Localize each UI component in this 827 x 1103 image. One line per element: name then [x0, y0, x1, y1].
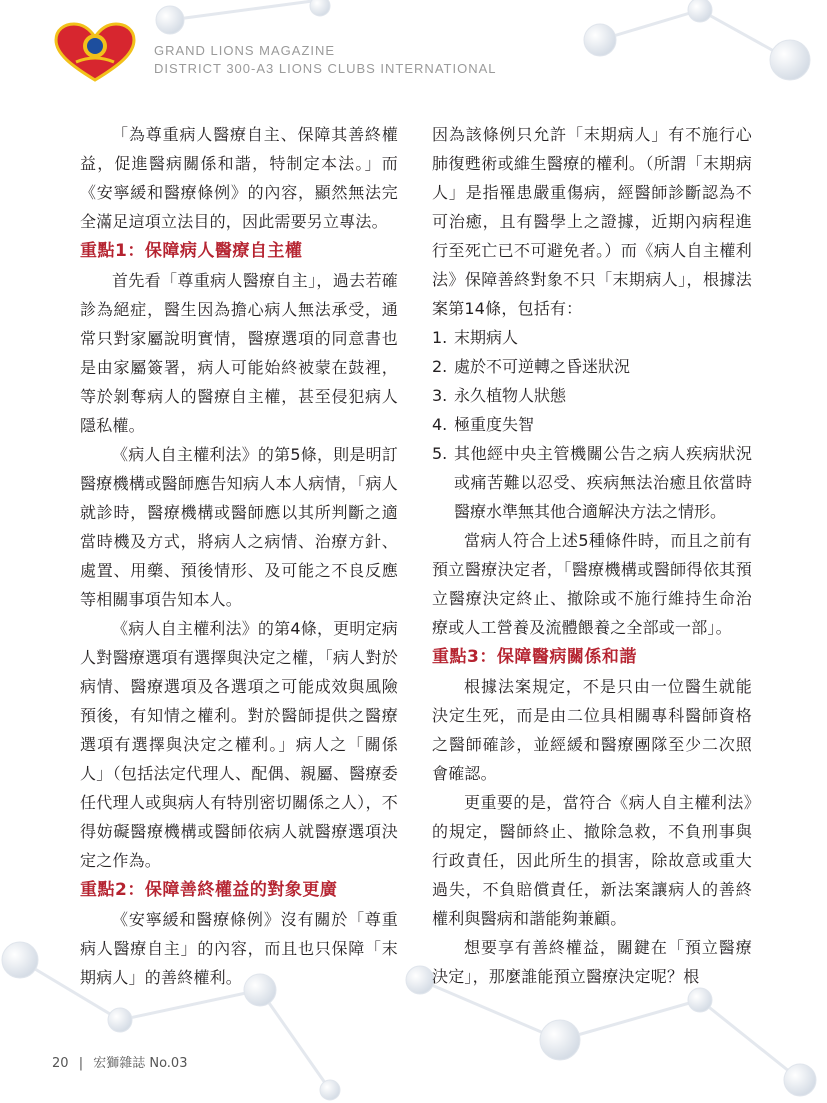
list-number: 4. — [432, 415, 448, 434]
paragraph: 根據法案規定，不是只由一位醫生就能決定生死，而是由二位具相關專科醫師資格之醫師確診，並經緩和醫療團隊至少二次照會確認。 — [432, 677, 752, 783]
list-item — [432, 323, 752, 352]
list-text: 永久植物人狀態 — [454, 386, 567, 405]
page-footer — [52, 1052, 193, 1071]
list-item — [432, 439, 752, 526]
section-heading-2: 重點2：保障善終權益的對象更廣 — [80, 880, 338, 900]
magazine-title-line1: GRAND LIONS MAGAZINE — [154, 43, 336, 58]
section-heading-1: 重點1：保障病人醫療自主權 — [80, 241, 303, 261]
paragraph: 《安寧緩和醫療條例》沒有關於「尊重病人醫療自主」的內容，而且也只保障「末期病人」的善終權利。 — [80, 910, 398, 987]
paragraph: 首先看「尊重病人醫療自主」，過去若確診為絕症，醫生因為擔心病人無法承受，通常只對家屬說明實情，醫療選項的同意書也是由家屬簽署，病人可能始終被蒙在鼓裡，等於剝奪病人的醫療自主權，甚至侵犯病人隱私權。 — [80, 271, 398, 435]
list-number: 1. — [432, 328, 448, 347]
magazine-name: 宏獅雜誌 No.03 — [93, 1056, 188, 1071]
paragraph: 想要享有善終權益，關鍵在「預立醫療決定」，那麼誰能預立醫療決定呢？根 — [432, 938, 752, 986]
list-text: 處於不可逆轉之昏迷狀況 — [454, 357, 631, 376]
paragraph: 當病人符合上述5種條件時，而且之前有預立醫療決定者，「醫療機構或醫師得依其預立醫療決定終止、撤除或不施行維持生命治療或人工營養及流體餵養之全部或一部」。 — [432, 531, 752, 637]
criteria-list — [432, 323, 752, 526]
magazine-title-line2: DISTRICT 300-A3 LIONS CLUBS INTERNATIONAL — [154, 61, 497, 76]
list-text: 其他經中央主管機關公告之病人疾病狀況或痛苦難以忍受、疾病無法治癒且依當時醫療水準無其他合適解決方法之情形。 — [454, 444, 752, 521]
list-item — [432, 410, 752, 439]
list-number: 3. — [432, 386, 448, 405]
list-number: 5. — [432, 444, 448, 463]
footer-separator: | — [78, 1056, 84, 1071]
page-number: 20 — [52, 1056, 69, 1071]
list-text: 末期病人 — [454, 328, 519, 347]
lions-heart-logo — [52, 22, 138, 84]
list-item — [432, 381, 752, 410]
magazine-title — [154, 42, 496, 78]
paragraph: 《病人自主權利法》的第5條，則是明訂醫療機構或醫師應告知病人本人病情，「病人就診時，醫療機構或醫師應以其所判斷之適當時機及方式，將病人之病情、治療方針、處置、用藥、預後情形、及可能之不良反應等相關事項告知本人。 — [80, 445, 398, 609]
section-heading-3: 重點3：保障醫病關係和諧 — [432, 647, 637, 667]
paragraph: 更重要的是，當符合《病人自主權利法》的規定，醫師終止、撤除急救，不負刑事與行政責任，因此所生的損害，除故意或重大過失，不負賠償責任，新法案讓病人的善終權利與醫病和諧能夠兼顧。 — [432, 793, 752, 928]
paragraph: 《病人自主權利法》的第4條，更明定病人對醫療選項有選擇與決定之權，「病人對於病情、醫療選項及各選項之可能成效與風險預後，有知情之權利。對於醫師提供之醫療選項有選擇與決定之權利。」病人之「關係人」（包括法定代理人、配偶、親屬、醫療委任代理人或與病人有特別密切關係之人），不得妨礙醫療機構或醫師依病人就醫療選項決定之作為。 — [80, 619, 398, 870]
right-column — [432, 120, 752, 991]
left-column — [80, 120, 398, 992]
list-number: 2. — [432, 357, 448, 376]
paragraph: 因為該條例只允許「末期病人」有不施行心肺復甦術或維生醫療的權利。（所謂「末期病人」是指罹患嚴重傷病，經醫師診斷認為不可治癒，且有醫學上之證據，近期內病程進行至死亡已不可避免者。）而《病人自主權利法》保障善終對象不只「末期病人」，根據法案第14條，包括有： — [432, 125, 752, 318]
list-item — [432, 352, 752, 381]
list-text: 極重度失智 — [454, 415, 535, 434]
paragraph: 「為尊重病人醫療自主、保障其善終權益，促進醫病關係和諧，特制定本法。」而《安寧緩和醫療條例》的內容，顯然無法完全滿足這項立法目的，因此需要另立專法。 — [80, 125, 398, 231]
